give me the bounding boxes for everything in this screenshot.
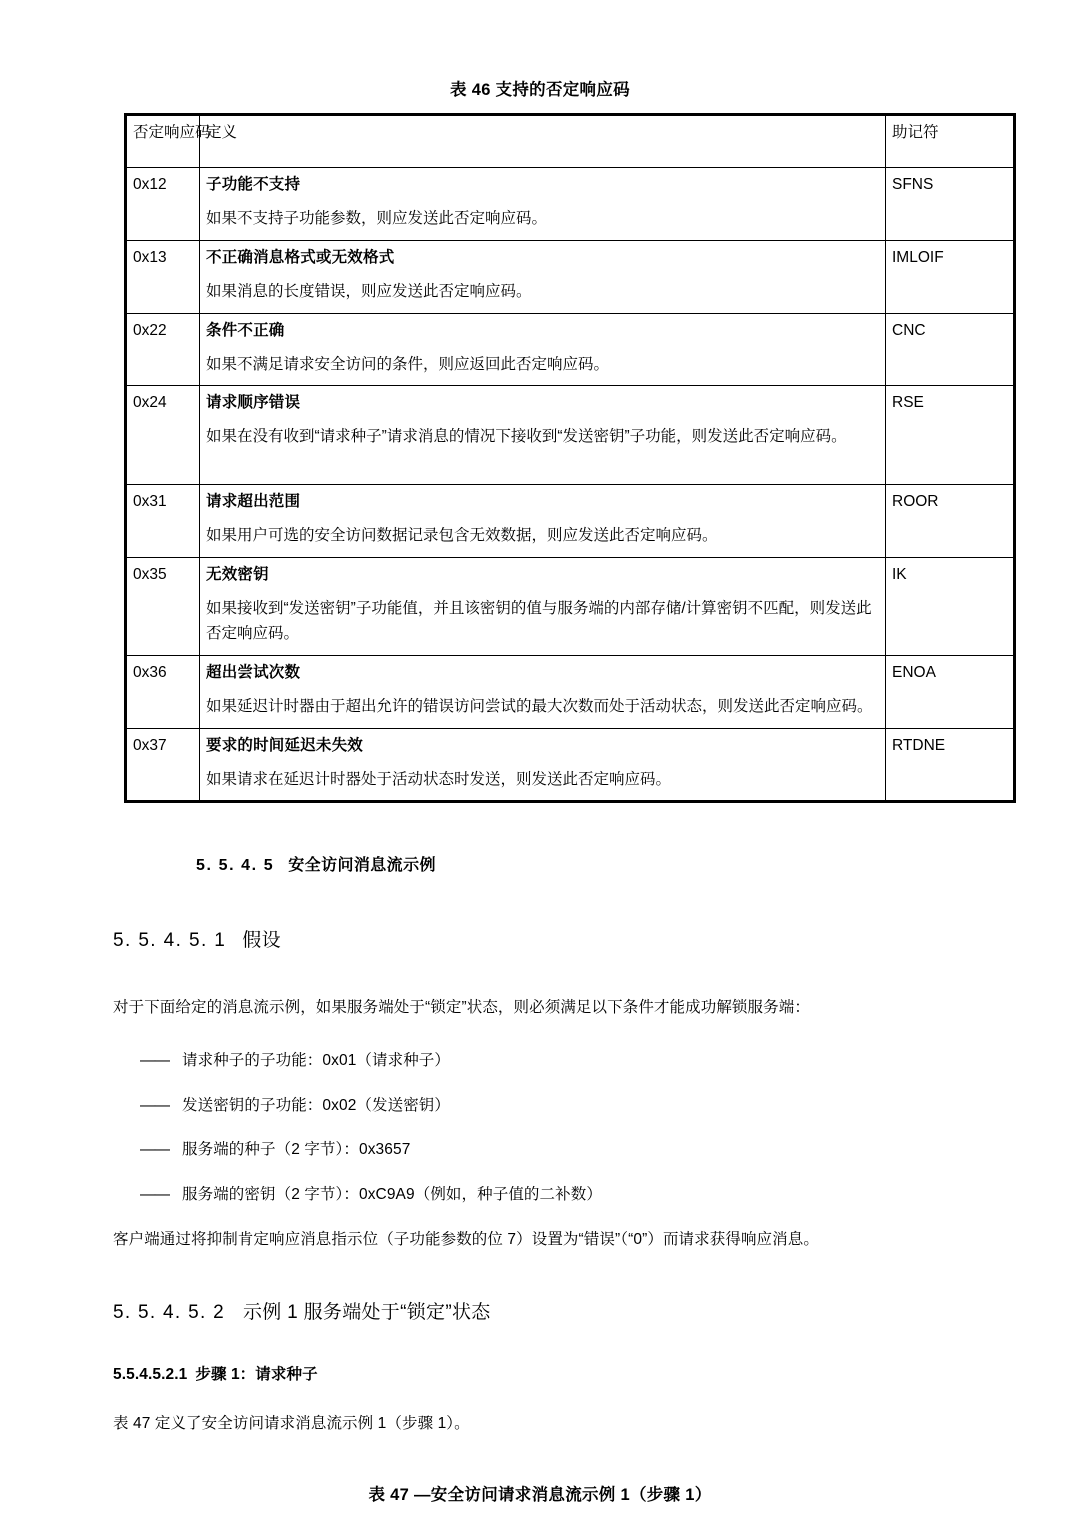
- heading-number: 5. 5. 4. 5: [196, 857, 275, 874]
- list-item: [0, 1138, 1080, 1163]
- heading-text: 假设: [242, 930, 282, 951]
- heading-text: 步骤 1：请求种子: [195, 1365, 318, 1383]
- cell-definition: [200, 558, 886, 656]
- cell-code: 0x37: [126, 728, 200, 802]
- heading-text: 示例 1 服务端处于“锁定”状态: [242, 1301, 491, 1323]
- cell-mnemonic: ROOR: [886, 485, 1015, 558]
- definition-description: 如果接收到“发送密钥”子功能值，并且该密钥的值与服务端的内部存储/计算密钥不匹配，则发送此否定响应码。: [206, 600, 872, 642]
- cell-mnemonic: IK: [886, 558, 1015, 656]
- table-row: [126, 313, 1015, 386]
- header-cell-definition: 定义: [200, 115, 886, 168]
- list-item: [0, 1049, 1080, 1074]
- definition-description: 如果不支持子功能参数，则应发送此否定响应码。: [206, 210, 548, 228]
- table-row: [126, 485, 1015, 558]
- header-cell-mnemonic: 助记符: [886, 115, 1015, 168]
- cell-code: 0x12: [126, 168, 200, 241]
- definition-title: 无效密钥: [206, 566, 269, 584]
- header-cell-code: 否定响应码: [126, 115, 200, 168]
- definition-title: 请求超出范围: [206, 493, 301, 511]
- heading-5-5-4-5-2-1: [0, 1362, 1080, 1384]
- definition-description: 如果不满足请求安全访问的条件，则应返回此否定响应码。: [206, 355, 610, 373]
- definition-description: 如果消息的长度错误，则应发送此否定响应码。: [206, 282, 532, 300]
- heading-number: 5.5.4.5.2.1: [113, 1365, 188, 1383]
- definition-title: 不正确消息格式或无效格式: [206, 248, 395, 266]
- document-body: [0, 818, 1080, 1505]
- table-header-row: [126, 115, 1015, 168]
- cell-definition: [200, 655, 886, 728]
- cell-code: 0x24: [126, 386, 200, 485]
- cell-definition: [200, 386, 886, 485]
- table-row: [126, 168, 1015, 241]
- cell-code: 0x31: [126, 485, 200, 558]
- definition-description: 如果在没有收到“请求种子”请求消息的情况下接收到“发送密钥”子功能，则发送此否定响应码。: [206, 428, 847, 446]
- dash-marker: ——: [140, 1051, 169, 1069]
- list-item-text: 服务端的密钥（2 字节）：0xC9A9（例如，种子值的二补数）: [182, 1186, 602, 1204]
- cell-definition: [200, 168, 886, 241]
- cell-definition: [200, 728, 886, 802]
- definition-title: 超出尝试次数: [206, 663, 301, 681]
- table-row: [126, 240, 1015, 313]
- list-item-text: 请求种子的子功能：0x01（请求种子）: [182, 1051, 451, 1069]
- dash-marker: ——: [140, 1141, 169, 1159]
- heading-5-5-4-5-1: [0, 925, 1080, 952]
- cell-code: 0x36: [126, 655, 200, 728]
- cell-mnemonic: RTDNE: [886, 728, 1015, 802]
- definition-description: 如果延迟计时器由于超出允许的错误访问尝试的最大次数而处于活动状态，则发送此否定响应码。: [206, 697, 873, 715]
- cell-mnemonic: CNC: [886, 313, 1015, 386]
- cell-mnemonic: IMLOIF: [886, 240, 1015, 313]
- heading-text: 安全访问消息流示例: [288, 857, 436, 874]
- step1-paragraph: 表 47 定义了安全访问请求消息流示例 1（步骤 1）。: [113, 1414, 470, 1432]
- dash-marker: ——: [140, 1096, 169, 1114]
- list-item: [0, 1094, 1080, 1119]
- cell-mnemonic: ENOA: [886, 655, 1015, 728]
- cell-code: 0x35: [126, 558, 200, 656]
- cell-code: 0x22: [126, 313, 200, 386]
- table46-caption: 表 46 支持的否定响应码: [450, 81, 630, 99]
- table46-negative-response-codes: [124, 113, 1016, 803]
- cell-definition: [200, 240, 886, 313]
- cell-definition: [200, 485, 886, 558]
- cell-mnemonic: SFNS: [886, 168, 1015, 241]
- definition-title: 子功能不支持: [206, 176, 301, 194]
- heading-5-5-4-5: [0, 852, 1080, 875]
- dash-marker: ——: [140, 1186, 169, 1204]
- definition-title: 要求的时间延迟未失效: [206, 736, 364, 754]
- table47-caption: 表 47 —安全访问请求消息流示例 1（步骤 1）: [368, 1485, 712, 1504]
- table-row: [126, 655, 1015, 728]
- assumptions-outro-paragraph: 客户端通过将抑制肯定响应消息指示位（子功能参数的位 7）设置为“错误”（“0”）而请求获得响应消息。: [113, 1230, 819, 1248]
- table-row: [126, 558, 1015, 656]
- cell-code: 0x13: [126, 240, 200, 313]
- table-row: [126, 728, 1015, 802]
- definition-title: 请求顺序错误: [206, 394, 301, 412]
- cell-definition: [200, 313, 886, 386]
- list-item-text: 服务端的种子（2 字节）：0x3657: [182, 1141, 411, 1159]
- heading-number: 5. 5. 4. 5. 1: [113, 930, 227, 951]
- table-row: [126, 386, 1015, 485]
- list-item: [0, 1183, 1080, 1208]
- definition-description: 如果请求在延迟计时器处于活动状态时发送，则发送此否定响应码。: [206, 770, 672, 788]
- cell-mnemonic: RSE: [886, 386, 1015, 485]
- list-item-text: 发送密钥的子功能：0x02（发送密钥）: [182, 1096, 451, 1114]
- assumptions-intro-paragraph: 对于下面给定的消息流示例，如果服务端处于“锁定”状态，则必须满足以下条件才能成功解锁服务端：: [113, 999, 810, 1016]
- definition-title: 条件不正确: [206, 321, 285, 339]
- definition-description: 如果用户可选的安全访问数据记录包含无效数据，则应发送此否定响应码。: [206, 527, 718, 545]
- heading-5-5-4-5-2: [0, 1297, 1080, 1324]
- heading-number: 5. 5. 4. 5. 2: [113, 1301, 225, 1323]
